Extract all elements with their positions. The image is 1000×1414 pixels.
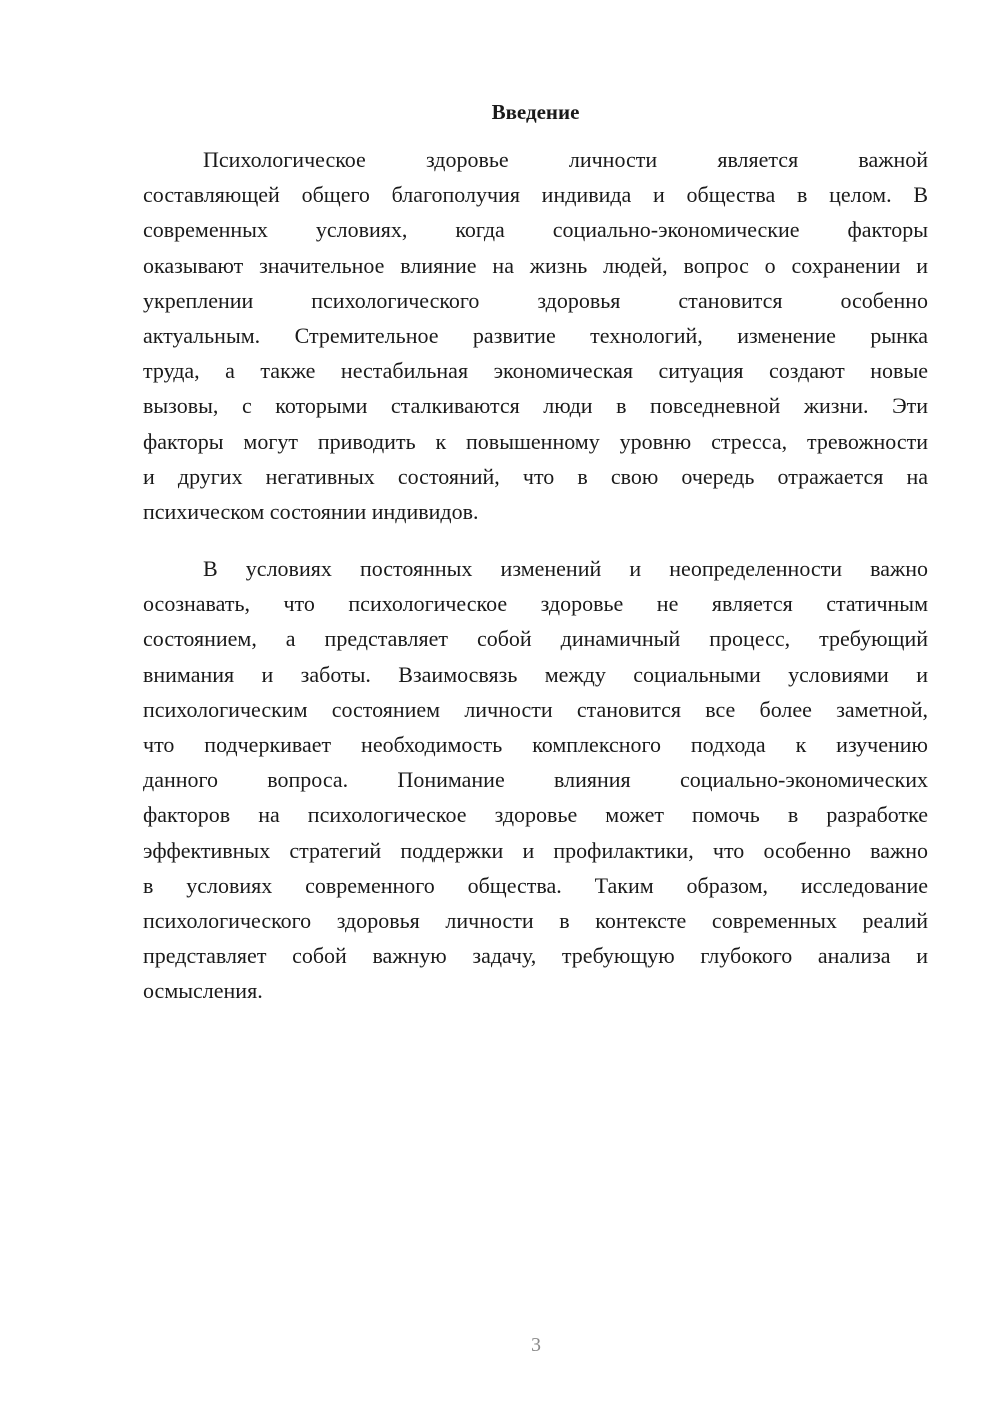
paragraph-line: современных условиях, когда социально-экономические факторы <box>143 217 928 243</box>
paragraph-line: что подчеркивает необходимость комплексного подхода к изучению <box>143 731 928 757</box>
paragraph-line: данного вопроса. Понимание влияния социально-экономических <box>143 767 928 793</box>
paragraph-line: эффективных стратегий поддержки и профилактики, что особенно важно <box>143 837 928 863</box>
paragraph-line: вызовы, с которыми сталкиваются люди в повседневной жизни. Эти <box>143 393 928 419</box>
paragraph-line: Психологическое здоровье личности является важной <box>203 147 928 172</box>
paragraph-line: актуальным. Стремительное развитие технологий, изменение рынка <box>143 322 928 348</box>
paragraph-line: и других негативных состояний, что в свою очередь отражается на <box>143 463 928 489</box>
paragraph-1 <box>143 142 928 529</box>
section-title: Введение <box>491 100 580 124</box>
paragraph-line: осознавать, что психологическое здоровье не является статичным <box>143 591 928 617</box>
paragraph-line: осмысления. <box>143 978 263 1004</box>
paragraph-2 <box>143 551 928 1008</box>
paragraph-line: оказывают значительное влияние на жизнь людей, вопрос о сохранении и <box>143 252 928 278</box>
page-number: 3 <box>531 1334 541 1356</box>
paragraph-line: в условиях современного общества. Таким образом, исследование <box>143 872 928 898</box>
paragraph-line: психологического здоровья личности в контексте современных реалий <box>143 907 928 933</box>
paragraph-line: труда, а также нестабильная экономическая ситуация создают новые <box>143 358 928 384</box>
paragraph-line: составляющей общего благополучия индивида и общества в целом. В <box>143 182 928 208</box>
paragraph-line: внимания и заботы. Взаимосвязь между социальными условиями и <box>143 661 928 687</box>
paragraph-line: состоянием, а представляет собой динамичный процесс, требующий <box>143 626 928 652</box>
paragraph-line: психическом состоянии индивидов. <box>143 498 479 524</box>
paragraph-line: В условиях постоянных изменений и неопределенности важно <box>203 556 928 581</box>
paragraph-line: психологическим состоянием личности становится все более заметной, <box>143 696 928 722</box>
paragraph-line: представляет собой важную задачу, требующую глубокого анализа и <box>143 943 928 969</box>
paragraph-line: факторов на психологическое здоровье может помочь в разработке <box>143 802 928 828</box>
paragraph-line: факторы могут приводить к повышенному уровню стресса, тревожности <box>143 428 928 454</box>
paragraph-line: укреплении психологического здоровья становится особенно <box>143 287 928 313</box>
